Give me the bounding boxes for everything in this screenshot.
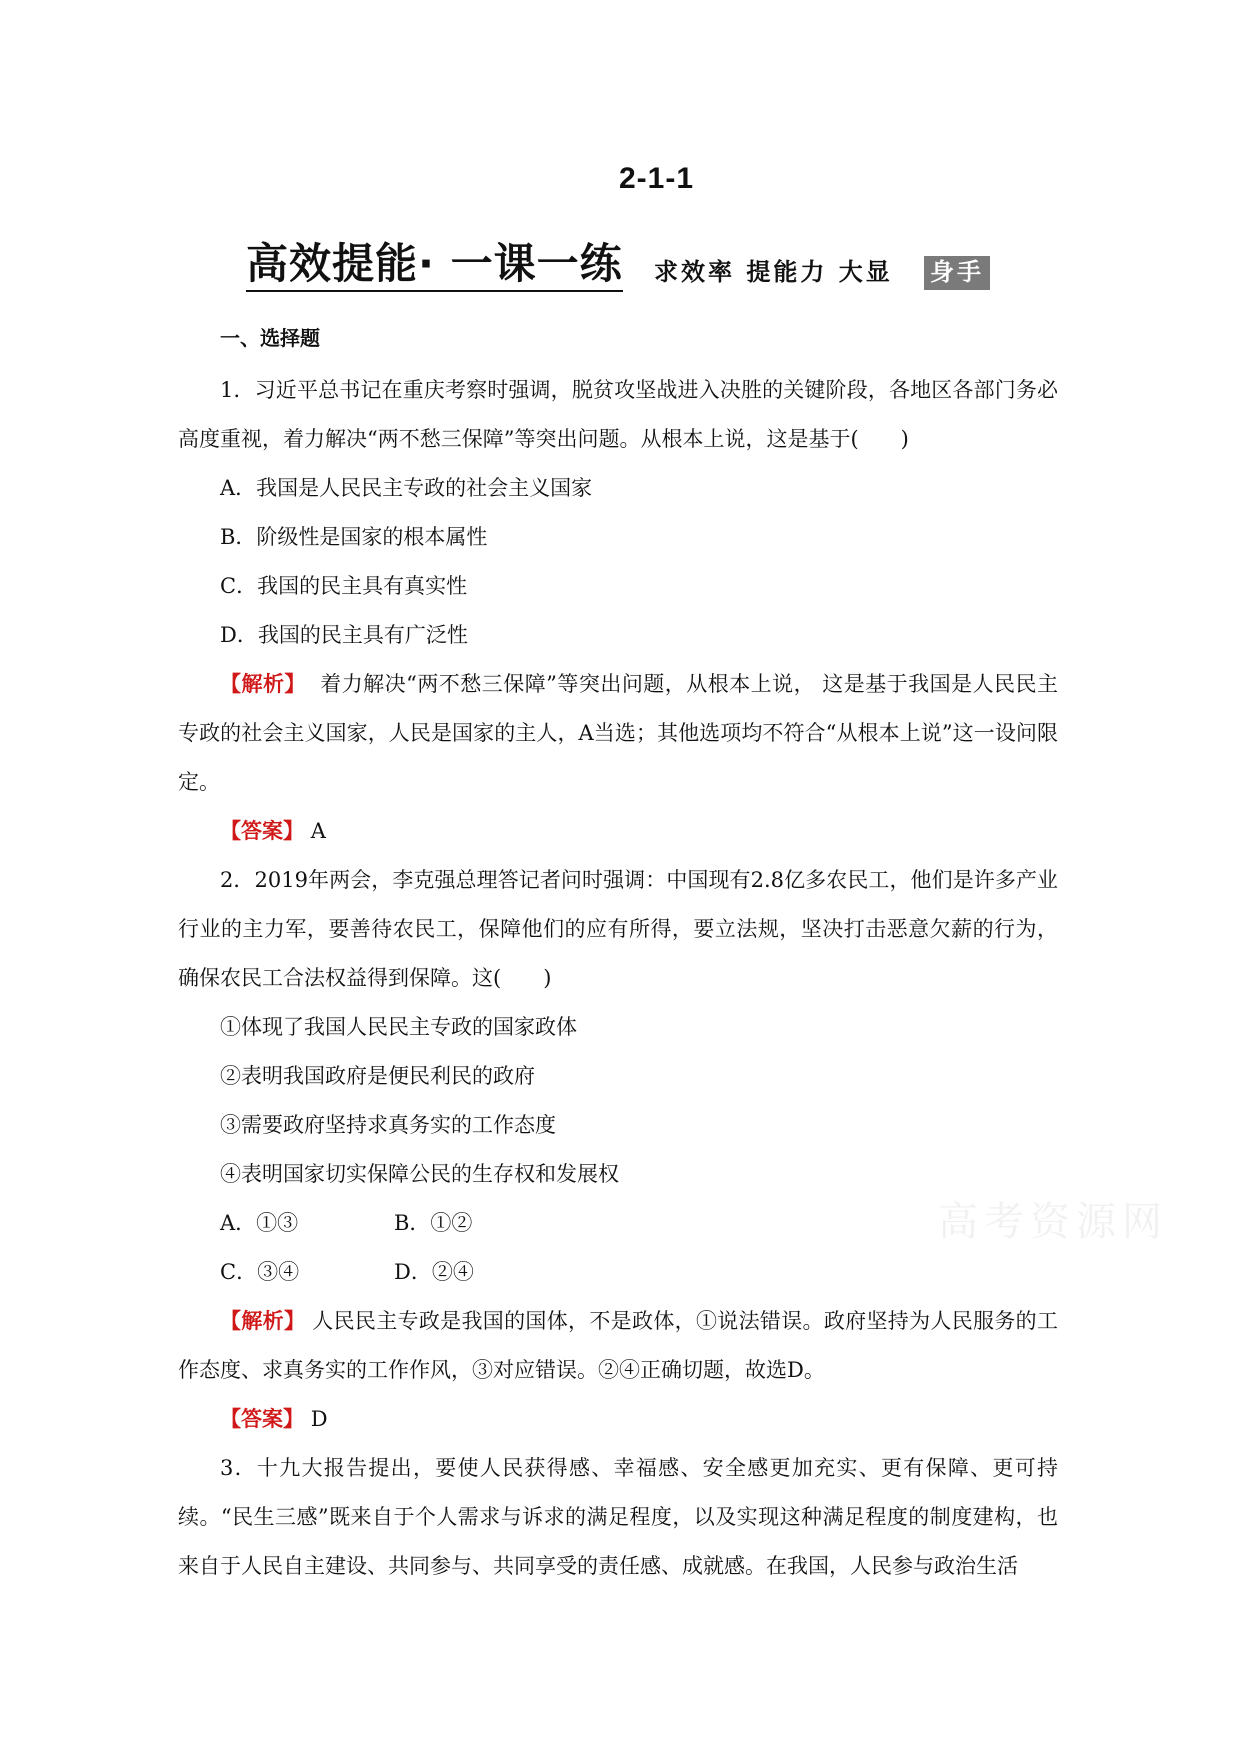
banner — [246, 238, 1006, 294]
q1-option-d: D．我国的民主具有广泛性 — [220, 623, 468, 647]
q2-statement-2: ②表明我国政府是便民利民的政府 — [220, 1064, 535, 1088]
q1-analysis-label: 【解析】 — [220, 672, 306, 696]
q1-answer-label: 【答案】 — [220, 819, 304, 843]
question-content — [178, 366, 1058, 1591]
q3-stem: 3．十九大报告提出，要使人民获得感、幸福感、安全感更加充实、更有保障、更可持续。“民生三感”既来自于个人需求与诉求的满足程度，以及实现这种满足程度的制度建构，也来自于人民自主建设、共同参与、共同享受的责任感、成就感。在我国，人民参与政治生活 — [178, 1456, 1058, 1578]
q2-stem: 2．2019年两会，李克强总理答记者问时强调：中国现有2.8亿多农民工，他们是许多产业行业的主力军，要善待农民工，保障他们的应有所得，要立法规，坚决打击恶意欠薪的行为，确保农民工合法权益得到保障。这( ) — [178, 868, 1058, 990]
q2-answer — [178, 1395, 1058, 1444]
q2-statement-3: ③需要政府坚持求真务实的工作态度 — [220, 1113, 556, 1137]
q1-option-b: B．阶级性是国家的根本属性 — [220, 525, 488, 549]
banner-subtitle: 求效率 提能力 大显 — [654, 258, 893, 286]
banner-main-title: 高效提能· 一课一练 — [246, 238, 623, 292]
q2-statement-1: ①体现了我国人民民主专政的国家政体 — [220, 1015, 577, 1039]
q2-option-d: D．②④ — [394, 1260, 474, 1284]
q2-options-row-1 — [178, 1199, 1058, 1248]
q2-statement-4: ④表明国家切实保障公民的生存权和发展权 — [220, 1162, 619, 1186]
q1-analysis — [178, 660, 1058, 807]
section-title: 一、选择题 — [220, 326, 320, 350]
q2-answer-value: D — [310, 1407, 328, 1431]
q2-analysis-text: 人民民主专政是我国的国体，不是政体，①说法错误。政府坚持为人民服务的工作态度、求真务实的工作作风，③对应错误。②④正确切题，故选D。 — [178, 1309, 1058, 1382]
q2-options-row-2 — [178, 1248, 1058, 1297]
q2-answer-label: 【答案】 — [220, 1407, 304, 1431]
q2-analysis-label: 【解析】 — [220, 1309, 306, 1333]
q2-option-b: B．①② — [394, 1211, 473, 1235]
document-id: 2-1-1 — [618, 162, 695, 195]
q1-option-c: C．我国的民主具有真实性 — [220, 574, 468, 598]
watermark: 高考资源网 — [938, 1199, 1168, 1245]
banner-highlight: 身手 — [924, 256, 990, 290]
q1-analysis-text: 着力解决“两不愁三保障”等突出问题，从根本上说， 这是基于我国是人民民主专政的社会主义国家，人民是国家的主人，A当选；其他选项均不符合“从根本上说”这一设问限定。 — [178, 672, 1058, 794]
q1-stem: 1．习近平总书记在重庆考察时强调，脱贫攻坚战进入决胜的关键阶段，各地区各部门务必高度重视，着力解决“两不愁三保障”等突出问题。从根本上说，这是基于( ) — [178, 378, 1058, 451]
q1-option-a: A．我国是人民民主专政的社会主义国家 — [220, 476, 593, 500]
q2-option-a: A．①③ — [220, 1211, 299, 1235]
q1-answer — [178, 807, 1058, 856]
q1-answer-value: A — [310, 819, 326, 843]
q2-analysis — [178, 1297, 1058, 1395]
q2-option-c: C．③④ — [220, 1260, 300, 1284]
